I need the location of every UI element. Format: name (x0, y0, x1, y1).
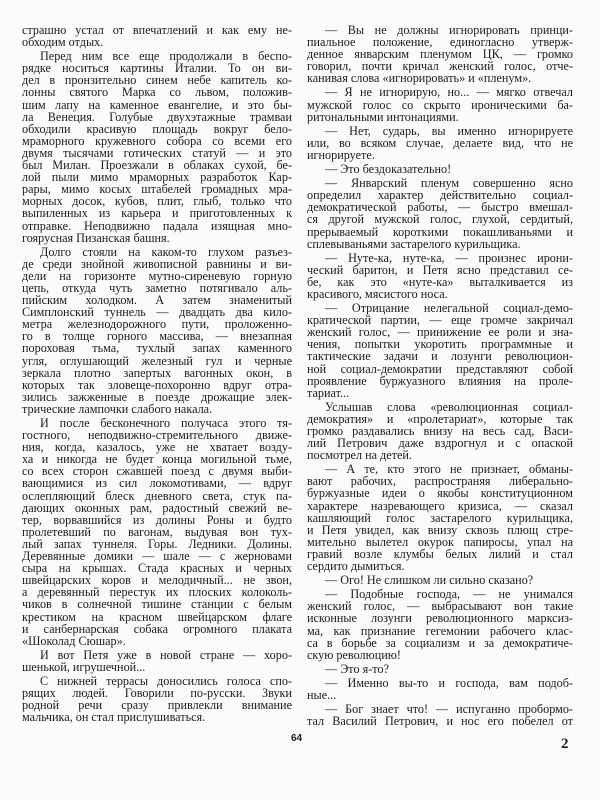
paragraph (307, 574, 573, 586)
text-line: «Шоколад Сюшар». (22, 633, 126, 648)
text-line: мальчика, он стал прислушиваться. (22, 710, 206, 725)
text-line: дели на горизонте мутно-сиреневую горную (22, 268, 292, 283)
paragraph (307, 663, 573, 675)
text-line: пийским холодком. А затем знаменитый (22, 293, 292, 308)
text-line: — Ого! Не слишком ли сильно сказано? (325, 573, 534, 588)
text-line: отправке. Неподвижно падала изящная мно- (22, 218, 292, 233)
text-line: бе, как это «нуте-ка» выталкивается из (307, 274, 573, 289)
text-line: Перед ним все еще продолжали в беспо- (40, 49, 292, 64)
paragraph (307, 177, 573, 250)
text-line: кашляющий голос застарелого курильщика, (307, 510, 573, 525)
text-line: С нижней террасы доносились голоса спо- (40, 673, 292, 688)
text-line: тариат... (307, 385, 350, 400)
text-line: гравий возле клумбы белых лилий и стал (307, 546, 573, 561)
paragraph (307, 302, 573, 399)
text-line: де среди знойной живописной равнины и ви- (22, 256, 292, 271)
text-line: обходим отдых. (22, 35, 104, 50)
text-line: лий Петрович даже вздрогнул и с опаской (307, 436, 573, 451)
text-line: был Милан. Проезжали в облаках сухой, бе- (22, 158, 292, 173)
text-line: мраморного кружевного собора со всеми его (22, 133, 292, 148)
text-line: пролетевший по вагонам, выдувая вон тух- (22, 524, 292, 539)
text-line: — Вы не должны игнорировать принци- (325, 23, 573, 37)
paragraph (307, 401, 573, 461)
paragraph (22, 24, 292, 48)
paragraph (307, 463, 573, 572)
text-line: ческий баритон, и Петя ясно представил се- (307, 262, 573, 277)
text-line: швейцарских коров и мелодичный... не звон, (22, 573, 292, 588)
text-line: — Нет, сударь, вы именно игнорируете (325, 123, 573, 138)
right-column (307, 24, 573, 729)
text-line: лой пыли мимо мраморных разработок Кар- (22, 170, 292, 185)
text-line: — Именно вы-то и господа, вам подоб- (325, 675, 573, 690)
text-line: чиков в солнечной тишине станции с белым (22, 597, 292, 612)
paragraph (307, 163, 573, 175)
text-line: са в борьбе за социализм и за демократиче- (307, 635, 573, 650)
text-line: родной речи сразу привлекли внимание (22, 698, 292, 713)
text-line: со всех сторон сжавшей поезд с двумя выби- (22, 464, 292, 479)
text-line: Услышав слова «революционная социал- (325, 399, 573, 414)
text-line: — Отрицание нелегальной социал-демо- (325, 301, 573, 316)
paragraph (22, 50, 292, 244)
text-line: прерываемый короткими покашливаньями и (307, 224, 573, 239)
paragraph (307, 125, 573, 161)
text-line: вающимися из сил локомотивами, — вдруг (22, 476, 292, 491)
text-line: И после бесконечного получаса этого тя- (40, 416, 292, 430)
text-line: определил характер действительно социал- (307, 188, 573, 203)
text-line: тер, ворвавшийся из долины Роны и будто (22, 512, 292, 527)
paragraph (307, 252, 573, 300)
text-line: — Подобные господа, — не унимался (325, 587, 573, 602)
text-line: И вот Петя уже в новой стране — хоро- (40, 647, 292, 662)
text-line: го в толще горного массива, — внезапная (22, 329, 292, 344)
paragraph (307, 703, 573, 727)
text-line: страшно устал от впечатлений и как ему не- (22, 23, 292, 37)
text-line: сердито дымиться. (307, 559, 405, 574)
paragraph (22, 246, 292, 415)
text-line: сыра на крышах. Стада красных и черных (22, 561, 292, 576)
text-line: женский голос, — выбрасывают вон такие (307, 599, 573, 614)
paragraph (22, 417, 292, 647)
text-line: ся другой мужской голос, глухой, сердитый, (307, 212, 573, 227)
text-line: ной социал-демократии представляют собой (307, 361, 573, 376)
text-line: рары, мимо косых штабелей громадных мра- (22, 182, 292, 197)
text-line: ритональными интонациями. (307, 109, 459, 124)
text-line: рядке носиться картины Италии. То он ви- (22, 61, 292, 76)
text-line: — А те, кто этого не признает, обманы- (325, 462, 573, 477)
text-line: ния, когда, казалось, уже не хватает возду- (22, 440, 292, 455)
text-line: и санбернарская собака огромного плаката (22, 621, 292, 636)
text-line: говорил, почти кричал женский голос, отче- (307, 59, 573, 74)
text-line: выпиленных из карьера и приготовленных к (22, 206, 292, 221)
page-number: 64 (291, 733, 303, 744)
text-line: сплевываньями застарелого курильщика. (307, 236, 521, 251)
text-line: шим лапу на каменное евангелие, и это бы- (22, 97, 292, 112)
text-line: ные... (307, 687, 337, 702)
text-line: шенькой, игрушечной... (22, 659, 146, 674)
text-line: цепь, откуда чуть заметно потягивало аль- (22, 280, 292, 295)
text-line: дел в пронзительно синем небе капитель ко- (22, 73, 292, 88)
text-line: мительно вылетел окурок папиросы, упал на (307, 534, 573, 549)
text-line: ла Венеция. Голубые двухэтажные трамваи (22, 109, 292, 124)
text-line: — Я не игнорирую, но... — мягко отвечал (325, 85, 573, 100)
text-line: вают рабочих, распространяя либерально- (307, 474, 573, 489)
text-line: — Нуте-ка, нуте-ка, — произнес ирони- (325, 250, 573, 265)
text-line: Деревянные домики — шале — с жерновами (22, 549, 292, 564)
text-line: женский голос, — принижение ее роли и зна- (307, 325, 573, 340)
text-line: красивого, мясистого носа. (307, 286, 448, 301)
text-line: пороховая тьма, тухлый запах каменного (22, 341, 292, 356)
paragraph (22, 649, 292, 673)
paragraph (307, 24, 573, 84)
text-line: скую революцию! (307, 647, 401, 662)
text-line: Симплонский туннель — двадцать два кило- (22, 305, 292, 320)
text-line: гостного, неподвижно-стремительного движе- (22, 428, 292, 443)
text-line: морных досок, кубов, плит, глыб, только что (22, 194, 292, 209)
text-line: — Январский пленум совершенно ясно (325, 176, 573, 191)
paragraph (22, 675, 292, 723)
text-line: демократической работы, — быстро вмешал- (307, 200, 573, 215)
text-line: обходили красивую площадь вокруг бело- (22, 121, 292, 136)
text-line: громко раздавались внизу на весь сад, Васи- (307, 424, 573, 438)
text-line: лонны святого Марка со львом, положив- (22, 85, 292, 100)
text-line: ха и никогда не будет конца могильной тьме, (22, 452, 292, 467)
text-line: пиальное положение, единогласно утверж- (307, 35, 573, 50)
text-line: двумя тысячами готических статуй — и это (22, 145, 292, 160)
text-line: чения, попытки укоротить программные и (307, 337, 573, 352)
text-line: мужской голос со скрыто ироническими ба- (307, 97, 573, 112)
text-line: трические лампочки слабого накала. (22, 401, 213, 416)
text-line: гоярусная Пизанская башня. (22, 230, 170, 245)
text-line: денное январским пленумом ЦК, — громко (307, 47, 573, 62)
text-line: крестиком на красном швейцарском флаге (22, 609, 292, 624)
text-line: — Бог знает что! — испуганно пробормо- (325, 702, 573, 717)
text-line: исконные лозунги революционного марксиз- (307, 611, 573, 626)
text-line: лый запах туннеля. Горы. Ледники. Долины. (22, 536, 292, 551)
text-line: проявление буржуазного влияния на проле- (307, 373, 573, 388)
text-line: а деревянный перестук их плоских колоколь- (22, 585, 292, 600)
text-line: ма, как признание гегемонии рабочего клас- (307, 623, 573, 638)
text-line: рящих людей. Говорили по-русски. Звуки (22, 686, 292, 701)
text-line: демократия» и «пролетариат», которые так (307, 411, 573, 426)
text-line: ослепляющий блеск дневного света, стук па- (22, 488, 292, 503)
sheet-signature-number: 2 (561, 736, 569, 752)
text-line: Долго стояли на каком-то глухом разъез- (40, 244, 292, 259)
text-line: характере назревающего кризиса, — сказал (307, 498, 573, 513)
text-line: и Петя увидел, как внизу сквозь плющ стре- (307, 522, 573, 537)
text-line: угля, оглушающий железный гул и черные (22, 353, 292, 368)
paragraph (307, 86, 573, 122)
text-line: тал Василий Петрович, и нос его побелел от (307, 714, 573, 729)
text-line: посмотрел на детей. (307, 448, 412, 463)
text-line: кратической партии, — еще громче закричал (307, 313, 573, 328)
text-line: — Это бездоказательно! (325, 162, 452, 177)
left-column (22, 24, 292, 725)
text-line: зились зажженные в поезде дрожащие элек- (22, 389, 292, 404)
text-line: или, во всяком случае, делаете вид, что не (307, 135, 573, 150)
text-line: метра железнодорожного пути, проложенно- (22, 317, 292, 332)
paragraph (307, 588, 573, 661)
paragraph (307, 677, 573, 701)
text-line: буржуазные идеи о якобы конституционном (307, 486, 573, 501)
text-line: — Это я-то? (325, 661, 389, 676)
text-line: канивая слова «игнорировать» и «пленум». (307, 71, 532, 86)
text-line: зеркала плотно запертых вагонных окон, в (22, 365, 292, 380)
text-line: которых так зловеще-похоронно вдруг отра- (22, 377, 292, 392)
text-line: тактические задачи и лозунги революцион- (307, 349, 573, 364)
text-line: дающих оконных рам, радостный свежий ве- (22, 500, 292, 515)
text-line: игнорируете. (307, 147, 375, 162)
